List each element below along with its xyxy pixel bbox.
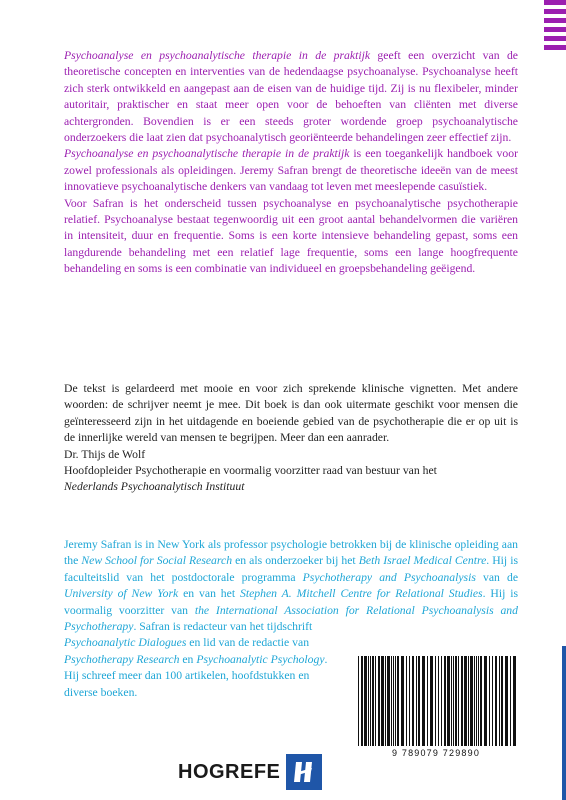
- barcode-bar: [370, 656, 371, 746]
- barcode-bar: [510, 656, 511, 746]
- description-text: geeft een overzicht van de theoretische concepten en interventies van de hedendaagse psychoanalyse. Psychoanalyse heeft zich sterk ontwikkeld en aangepast aan de eisen van de huidige tijd. Zij is nu flexibeler, minder autoritair, praktischer en staat meer open voor de behoeften van cliënten met diverse achtergronden. Bovendien is er een steeds groter wordende groep psychoanalytische onderzoekers die laat zien dat psychoanalytisch georiënteerde behandelingen zeer effectief zijn.: [64, 49, 518, 145]
- stripe: [544, 27, 566, 32]
- barcode-bar: [451, 656, 452, 746]
- reviewer-name: Dr. Thijs de Wolf: [64, 447, 146, 461]
- barcode-bar: [495, 656, 497, 746]
- bio-text: . Hij schreef meer dan 100 artikelen, hoofdstukken en diverse boeken.: [64, 652, 328, 699]
- barcode-bar: [416, 656, 417, 746]
- bio-italic: Psychotherapy and Psychoanalysis: [302, 570, 476, 584]
- bio-text: Jeremy Safran is in New York als professor psychologie betrokken bij de klinische opleiding aan the: [64, 538, 518, 568]
- barcode-bar: [430, 656, 433, 746]
- barcode-bar: [513, 656, 516, 746]
- publisher-logo: [178, 752, 322, 792]
- description-paragraph-1: [64, 48, 518, 146]
- barcode-bar: [444, 656, 446, 746]
- barcode-bar: [441, 656, 442, 746]
- isbn-barcode: [352, 656, 520, 772]
- barcode-bar: [427, 656, 428, 746]
- barcode-bar: [393, 656, 394, 746]
- barcode-bar: [395, 656, 396, 746]
- book-title-italic: Psychoanalyse en psychoanalytische therapie in de praktijk: [64, 147, 350, 161]
- stripe: [544, 45, 566, 50]
- barcode-bar: [453, 656, 454, 746]
- barcode-bar: [358, 656, 359, 746]
- barcode-bar: [385, 656, 386, 746]
- stripe: [544, 36, 566, 41]
- barcode-bar: [438, 656, 439, 746]
- barcode-bar: [422, 656, 425, 746]
- barcode-bar: [480, 656, 482, 746]
- barcode-bar: [501, 656, 503, 746]
- barcode-bar: [397, 656, 399, 746]
- barcode-bar: [368, 656, 369, 746]
- barcode-bar: [474, 656, 475, 746]
- barcode-bar: [468, 656, 469, 746]
- barcode-bar: [418, 656, 420, 746]
- decorative-stripes: [544, 0, 566, 54]
- bio-text: en lid van de redactie van: [186, 636, 310, 650]
- author-bio-continued: [64, 635, 342, 701]
- bio-text: en: [179, 652, 197, 666]
- barcode-bar: [476, 656, 477, 746]
- barcode-bar: [372, 656, 374, 746]
- spine-edge-line: [562, 646, 566, 800]
- review-block: [64, 381, 518, 496]
- barcode-icon: [352, 656, 520, 748]
- barcode-bar: [455, 656, 457, 746]
- barcode-bar: [484, 656, 487, 746]
- stripe: [544, 0, 566, 5]
- bio-italic: Psychoanalytic Dialogues: [64, 636, 187, 650]
- author-bio-paragraph: [64, 537, 518, 635]
- book-description: [64, 48, 518, 278]
- hogrefe-logo-icon: [286, 754, 322, 790]
- barcode-bar: [499, 656, 500, 746]
- bio-text: van de: [475, 570, 519, 584]
- barcode-bar: [391, 656, 392, 746]
- description-paragraph-2: [64, 146, 518, 195]
- review-quote: De tekst is gelardeerd met mooie en voor zich sprekende klinische vignetten. Met andere woorden: de schrijver neemt je mee. Dit boek is dan ook uitermate geschikt voor mensen die geïnteresseerd zijn in het uitdagende en boeiende gebied van de psychotherapie die er op uit is de innerlijke wereld van mensen te begrijpen. Meer dan een aanrader.: [64, 382, 518, 445]
- bio-text: en van het: [178, 587, 240, 601]
- bio-italic: University of New York: [64, 587, 179, 601]
- institute-name: Nederlands Psychoanalytisch Instituut: [64, 480, 245, 494]
- publisher-name: HOGREFE: [178, 760, 281, 783]
- stripe: [544, 9, 566, 14]
- barcode-bar: [406, 656, 407, 746]
- barcode-bar: [489, 656, 490, 746]
- barcode-bar: [447, 656, 450, 746]
- barcode-bar: [387, 656, 390, 746]
- bio-italic: New School for Social Research: [81, 554, 233, 568]
- barcode-bar: [461, 656, 463, 746]
- barcode-bar: [505, 656, 508, 746]
- barcode-bar: [435, 656, 436, 746]
- barcode-bar: [401, 656, 404, 746]
- bio-italic: the International Association for Relational Psychoanalysis and Psychotherapy: [64, 603, 518, 634]
- reviewer-institute: [64, 479, 518, 495]
- bio-italic: Beth Israel Medical Centre: [358, 554, 487, 568]
- bio-text: . Hij is faculteitslid van het postdoctorale programma: [64, 554, 519, 584]
- reviewer-role: Hoofdopleider Psychotherapie en voormalig voorzitter raad van bestuur van het: [64, 464, 437, 478]
- bio-text: en als onderzoeker bij het: [232, 554, 359, 568]
- barcode-bar: [409, 656, 410, 746]
- barcode-bar: [375, 656, 376, 746]
- barcode-bar: [492, 656, 493, 746]
- isbn-number: 9 789079 729890: [391, 748, 481, 758]
- barcode-bar: [381, 656, 384, 746]
- hogrefe-logo-glyph: [290, 758, 318, 786]
- barcode-bar: [464, 656, 467, 746]
- description-text: is een toegankelijk handboek voor zowel professionals als opleidingen. Jeremy Safran brengt de theoretische ideeën van de meest innovatieve psychoanalytische denkers van vandaag tot leven met meeslepende casuïstiek.: [64, 147, 518, 194]
- barcode-bar: [478, 656, 479, 746]
- barcode-bar: [412, 656, 414, 746]
- barcode-bar: [361, 656, 363, 746]
- description-paragraph-3: Voor Safran is het onderscheid tussen psychoanalyse en psychoanalytische psychotherapie relatief. Psychoanalyse bestaat tegenwoordig uit een groot aantal behandelvormen die variëren in intensiteit, duur en frequentie. Soms is een korte intensieve behandeling gepast, soms een langdurende behandeling met een relatief lage frequentie, soms een lange hoogfrequente behandeling en soms is een combinatie van individueel en groepsbehandeling geëigend.: [64, 196, 518, 276]
- bio-italic: Psychotherapy Research: [64, 652, 180, 666]
- bio-italic: Stephen A. Mitchell Centre for Relational Studies: [239, 587, 483, 601]
- bio-italic: Psychoanalytic Psychology: [196, 652, 325, 666]
- stripe: [544, 18, 566, 23]
- barcode-bar: [458, 656, 459, 746]
- book-title-italic: Psychoanalyse en psychoanalytische therapie in de praktijk: [64, 49, 371, 62]
- bio-text: . Safran is redacteur van het tijdschrift: [133, 620, 313, 634]
- barcode-bar: [378, 656, 380, 746]
- bio-text: . Hij is voormalig voorzitter van: [64, 587, 519, 617]
- barcode-bar: [364, 656, 367, 746]
- barcode-bar: [470, 656, 473, 746]
